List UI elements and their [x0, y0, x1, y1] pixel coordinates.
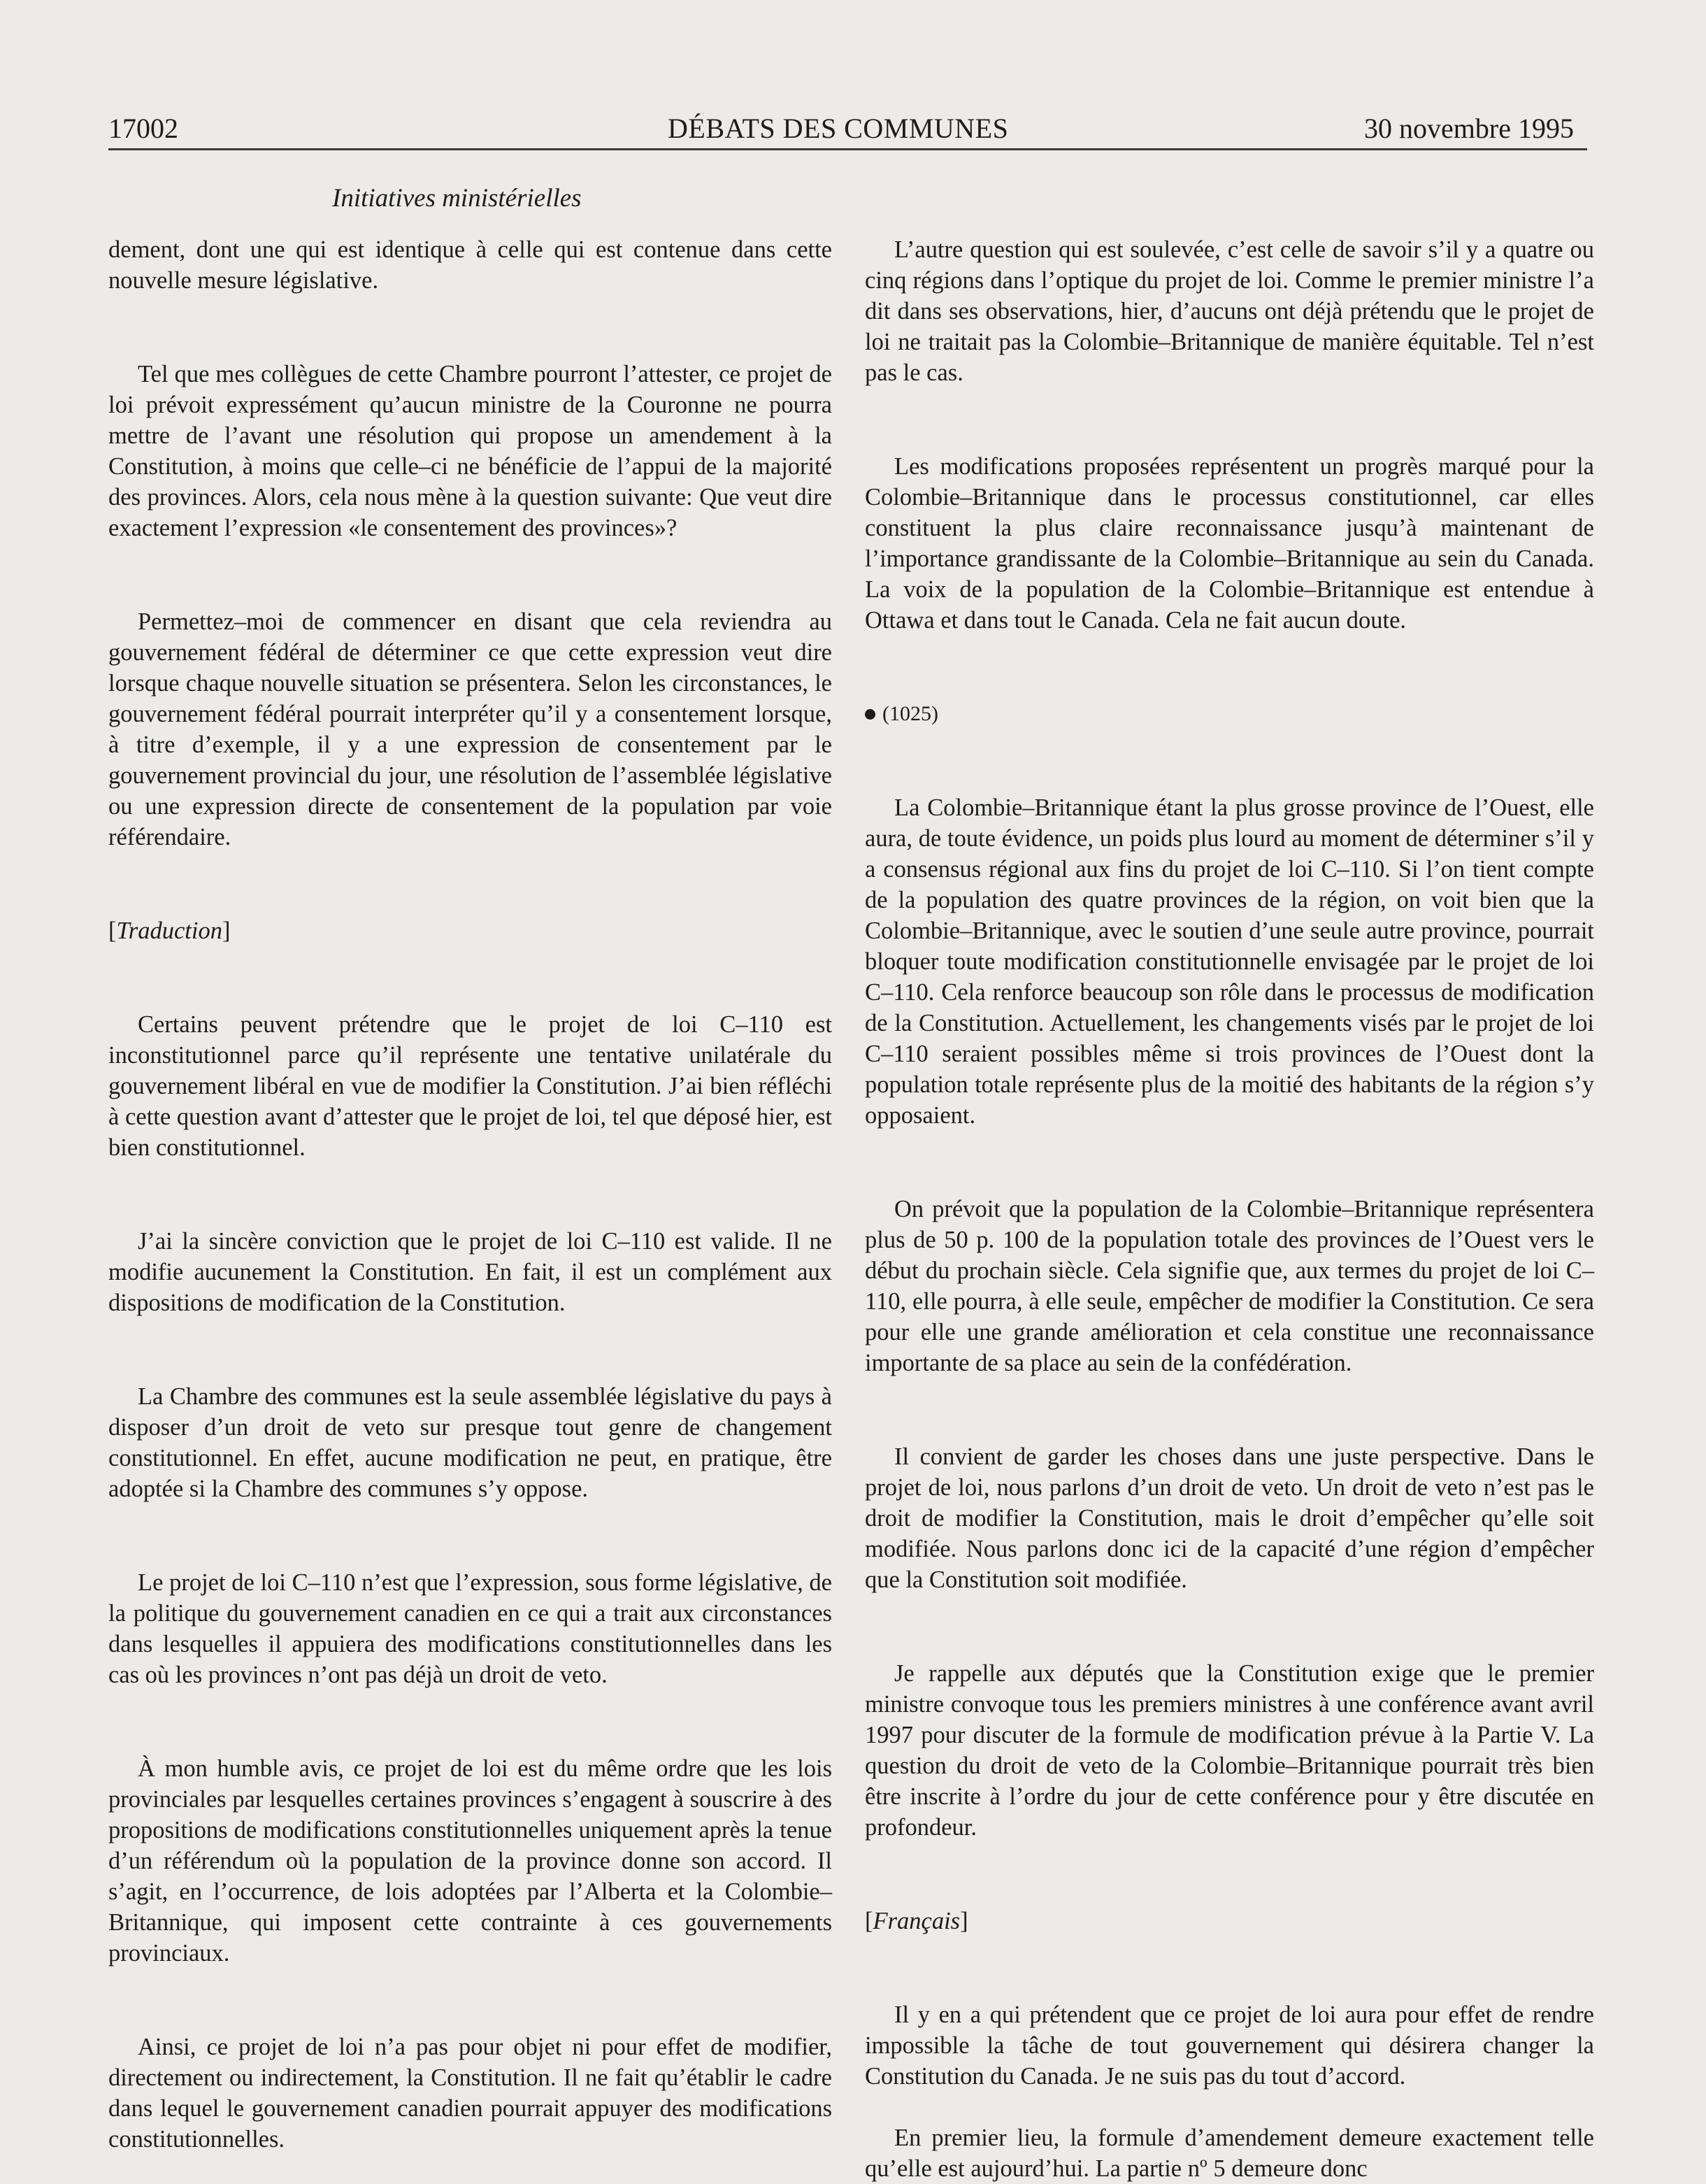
paragraph: La Chambre des communes est la seule assemblée législative du pays à disposer d’un droit de veto sur presque tout genre de changement constitutionnel. En effet, aucune modification ne peut, en pratique, être adoptée si la Chambre des communes s’y oppose. [108, 1383, 832, 1502]
paragraph: À mon humble avis, ce projet de loi est du même ordre que les lois provinciales par lesquelles certaines provinces s’engagent à souscrire à des propositions de modifications constitutionnelles uniquement après la tenue d’un référendum où la population de la province donne son accord. Il s’agit, en l’occurrence, de lois adoptées par l’Alberta et la Colombie–Britannique, qui imposent cette contrainte à ces gouvernements provinciaux. [108, 1755, 832, 1967]
language-tag-text: Traduction [116, 918, 222, 944]
paragraph: Tel que mes collègues de cette Chambre pourront l’attester, ce projet de loi prévoit expressément qu’aucun ministre de la Couronne ne pourra mettre de l’avant une résolution qui propose un amendement à la Constitution, à moins que celle–ci ne bénéficie de l’appui de la majorité des provinces. Alors, cela nous mène à la question suivante: Que veut dire exactement l’expression «le consentement des provinces»? [108, 361, 832, 541]
paragraph: Il y en a qui prétendent que ce projet de loi aura pour effet de rendre impossible la tâche de tout gouvernement qui désirera changer la Constitution du Canada. Je ne suis pas du tout d’accord. [865, 2001, 1594, 2090]
paragraph: Je rappelle aux députés que la Constitution exige que le premier ministre convoque tous les premiers ministres à une conférence avant avril 1997 pour discuter de la formule de modification prévue à la Partie V. La question du droit de veto de la Colombie–Britannique pourrait très bien être inscrite à l’ordre du jour de cette conférence pour y être discutée en profondeur. [865, 1660, 1594, 1841]
paragraph: En premier lieu, la formule d’amendement demeure exactement telle qu’elle est aujourd’hui. La partie nº 5 demeure donc [865, 2125, 1594, 2182]
header-rule [108, 148, 1587, 150]
bullet-icon [865, 709, 875, 720]
page-number: 17002 [108, 113, 178, 144]
paragraph: On prévoit que la population de la Colombie–Britannique représentera plus de 50 p. 100 de la population totale des provinces de l’Ouest vers le début du prochain siècle. Cela signifie que, aux termes du projet de loi C–110, elle pourra, à elle seule, empêcher de modifier la Constitution. Ce sera pour elle une grande amélioration et cela constitue une reconnaissance importante de sa place au sein de la confédération. [865, 1196, 1594, 1376]
paragraph: Ainsi, ce projet de loi n’a pas pour objet ni pour effet de modifier, directement ou indirectement, la Constitution. Il ne fait qu’établir le cadre dans lequel le gouvernement canadien pourrait appuyer des modifications constitutionnelles. [108, 2034, 832, 2153]
publication-title: DÉBATS DES COMMUNES [668, 113, 1009, 144]
publication-date: 30 novembre 1995 [1364, 113, 1574, 144]
paragraph: L’autre question qui est soulevée, c’est celle de savoir s’il y a quatre ou cinq régions dans l’optique du projet de loi. Comme le premier ministre l’a dit dans ses observations, hier, d’aucuns ont déjà prétendu que le projet de loi ne traitait pas la Colombie–Britannique de manière équitable. Tel n’est pas le cas. [865, 236, 1594, 386]
paragraph: Permettez–moi de commencer en disant que cela reviendra au gouvernement fédéral de déterminer ce que cette expression veut dire lorsque chaque nouvelle situation se présentera. Selon les circonstances, le gouvernement fédéral pourrait interpréter qu’il y a consentement lorsque, à titre d’exemple, il y a une expression de consentement par le gouvernement provincial du jour, une résolution de l’assemblée législative ou une expression directe de consentement de la population par voie référendaire. [108, 608, 832, 850]
paragraph: La Colombie–Britannique étant la plus grosse province de l’Ouest, elle aura, de toute évidence, un poids plus lourd au moment de déterminer s’il y a consensus régional aux fins du projet de loi C–110. Si l’on tient compte de la population des quatre provinces de la région, on voit bien que la Colombie–Britannique, avec le soutien d’une seule autre province, pourrait bloquer toute modification constitutionnelle envisagée par le projet de loi C–110. Cela renforce beaucoup son rôle dans le processus de modification de la Constitution. Actuellement, les changements visés par le projet de loi C–110 seraient possibles même si trois provinces de l’Ouest dont la population totale représente plus de la moitié des habitants de la région s’y opposaient. [865, 794, 1594, 1129]
paragraph: Le projet de loi C–110 n’est que l’expression, sous forme législative, de la politique du gouvernement canadien en ce qui a trait aux circonstances dans lesquelles il appuiera des modifications constitutionnelles dans les cas où les provinces n’ont pas déjà un droit de veto. [108, 1569, 832, 1688]
right-column [865, 234, 1594, 2184]
timestamp [865, 699, 1594, 729]
paragraph: Les modifications proposées représentent un progrès marqué pour la Colombie–Britannique dans le processus constitutionnel, car elles constituent la plus claire reconnaissance jusqu’à maintenant de l’importance grandissante de la Colombie–Britannique au sein du Canada. La voix de la population de la Colombie–Britannique est entendue à Ottawa et dans tout le Canada. Cela ne fait aucun doute. [865, 453, 1594, 634]
left-column [108, 234, 832, 2155]
paragraph: dement, dont une qui est identique à celle qui est contenue dans cette nouvelle mesure législative. [108, 236, 832, 294]
timestamp-text: (1025) [882, 702, 938, 725]
language-tag: [Français] [865, 1908, 968, 1934]
paragraph: Il convient de garder les choses dans une juste perspective. Dans le projet de loi, nous parlons d’un droit de veto. Un droit de veto n’est pas le droit de modifier la Constitution, mais le droit d’empêcher qu’elle soit modifiée. Nous parlons donc ici de la capacité d’une région d’empêcher que la Constitution soit modifiée. [865, 1443, 1594, 1593]
paragraph: J’ai la sincère conviction que le projet de loi C–110 est valide. Il ne modifie aucunement la Constitution. En fait, il est un complément aux dispositions de modification de la Constitution. [108, 1228, 832, 1316]
language-tag: [Traduction] [108, 918, 231, 944]
paragraph: Certains peuvent prétendre que le projet de loi C–110 est inconstitutionnel parce qu’il représente une tentative unilatérale du gouvernement libéral en vue de modifier la Constitution. J’ai bien réfléchi à cette question avant d’attester que le projet de loi, tel que déposé hier, est bien constitutionnel. [108, 1011, 832, 1161]
language-tag-text: Français [873, 1908, 961, 1934]
section-title: Initiatives ministérielles [332, 184, 582, 213]
